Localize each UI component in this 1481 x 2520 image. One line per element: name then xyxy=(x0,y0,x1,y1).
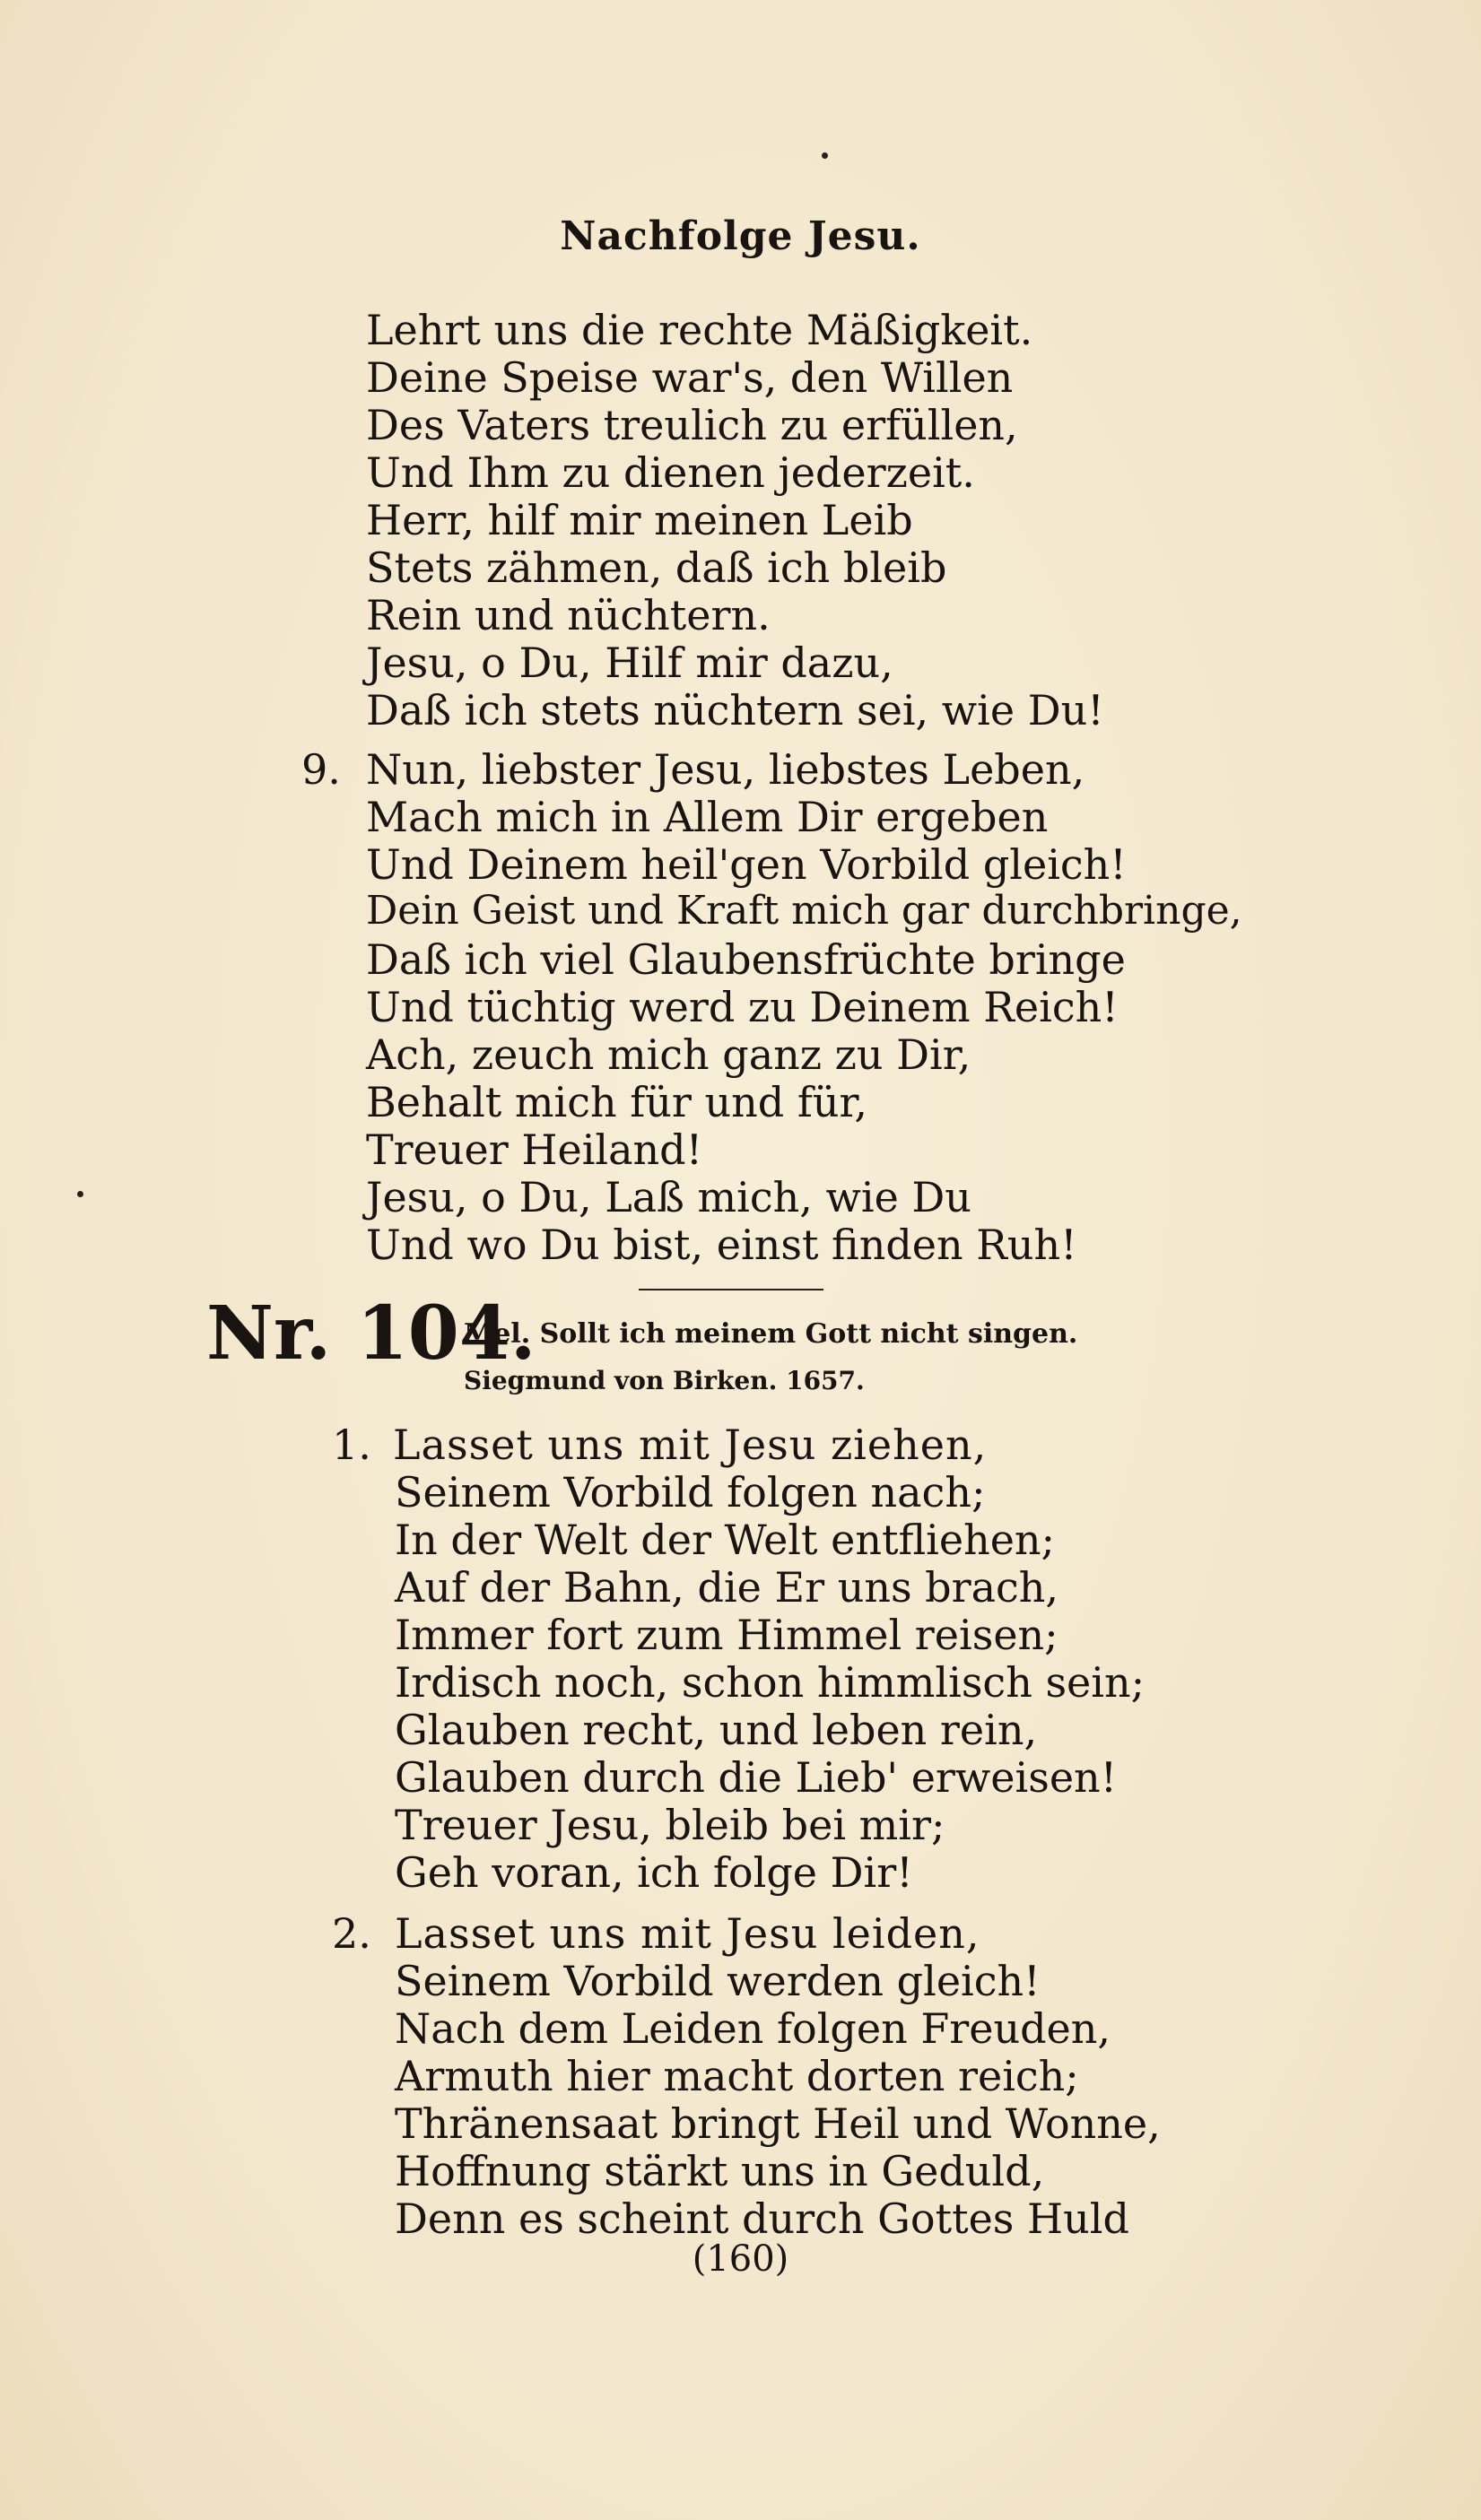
ink-speck xyxy=(822,152,828,159)
verse-line: Behalt mich für und für, xyxy=(366,1078,868,1126)
verse-line: In der Welt der Welt entfliehen; xyxy=(395,1516,1056,1564)
verse-line: Glauben recht, und leben rein, xyxy=(395,1706,1038,1754)
verse-line: Jesu, o Du, Laß mich, wie Du xyxy=(366,1173,971,1221)
verse-line: Armuth hier macht dorten reich; xyxy=(395,2052,1079,2100)
verse-line: Jesu, o Du, Hilf mir dazu, xyxy=(366,639,893,687)
verse-line: Treuer Jesu, bleib bei mir; xyxy=(395,1801,945,1849)
verse-line: Daß ich viel Glaubensfrüchte bringe xyxy=(366,935,1126,984)
stanza-number: 1. xyxy=(332,1421,371,1469)
verse-line: Thränensaat bringt Heil und Wonne, xyxy=(395,2099,1161,2148)
verse-line: Und wo Du bist, einst finden Ruh! xyxy=(366,1221,1077,1269)
section-divider xyxy=(639,1289,823,1290)
verse-line: Nun, liebster Jesu, liebstes Leben, xyxy=(366,745,1085,794)
stanza-number: 9. xyxy=(301,745,341,794)
page-number: (160) xyxy=(692,2238,789,2280)
verse-line: Auf der Bahn, die Er uns brach, xyxy=(395,1563,1059,1612)
melody-note: Mel. Sollt ich meinem Gott nicht singen. xyxy=(464,1318,1078,1350)
verse-line: Lasset uns mit Jesu leiden, xyxy=(395,1909,980,1958)
verse-line: Treuer Heiland! xyxy=(366,1125,703,1174)
verse-line: Ach, zeuch mich ganz zu Dir, xyxy=(366,1030,971,1079)
verse-line: Nach dem Leiden folgen Freuden, xyxy=(395,2004,1111,2053)
hymn-number: Nr. 104. xyxy=(206,1290,536,1377)
verse-line: Daß ich stets nüchtern sei, wie Du! xyxy=(366,686,1104,734)
verse-line: Und Deinem heil'gen Vorbild gleich! xyxy=(366,840,1127,889)
verse-line: Stets zähmen, daß ich bleib xyxy=(366,543,947,592)
verse-line: Denn es scheint durch Gottes Huld xyxy=(395,2194,1129,2243)
verse-line: Lehrt uns die rechte Mäßigkeit. xyxy=(366,306,1033,354)
ink-speck xyxy=(77,1191,83,1197)
verse-line: Und Ihm zu dienen jederzeit. xyxy=(366,448,975,497)
verse-line: Mach mich in Allem Dir ergeben xyxy=(366,793,1049,841)
verse-line: Lasset uns mit Jesu ziehen, xyxy=(393,1421,988,1469)
verse-line: Rein und nüchtern. xyxy=(366,591,771,639)
running-header: Nachfolge Jesu. xyxy=(560,213,921,259)
verse-line: Dein Geist und Kraft mich gar durchbringe, xyxy=(366,888,1242,934)
verse-line: Geh voran, ich folge Dir! xyxy=(395,1848,913,1897)
verse-line: Glauben durch die Lieb' erweisen! xyxy=(395,1753,1118,1802)
verse-line: Deine Speise war's, den Willen xyxy=(366,353,1014,402)
verse-line: Des Vaters treulich zu erfüllen, xyxy=(366,401,1018,449)
stanza-number: 2. xyxy=(332,1909,371,1958)
author-line: Siegmund von Birken. 1657. xyxy=(464,1366,865,1395)
verse-line: Seinem Vorbild werden gleich! xyxy=(395,1957,1041,2005)
verse-line: Hoffnung stärkt uns in Geduld, xyxy=(395,2147,1045,2195)
verse-line: Und tüchtig werd zu Deinem Reich! xyxy=(366,983,1119,1031)
verse-line: Irdisch noch, schon himmlisch sein; xyxy=(395,1658,1146,1707)
verse-line: Seinem Vorbild folgen nach; xyxy=(395,1468,986,1516)
verse-line: Immer fort zum Himmel reisen; xyxy=(395,1611,1058,1659)
verse-line: Herr, hilf mir meinen Leib xyxy=(366,496,913,544)
